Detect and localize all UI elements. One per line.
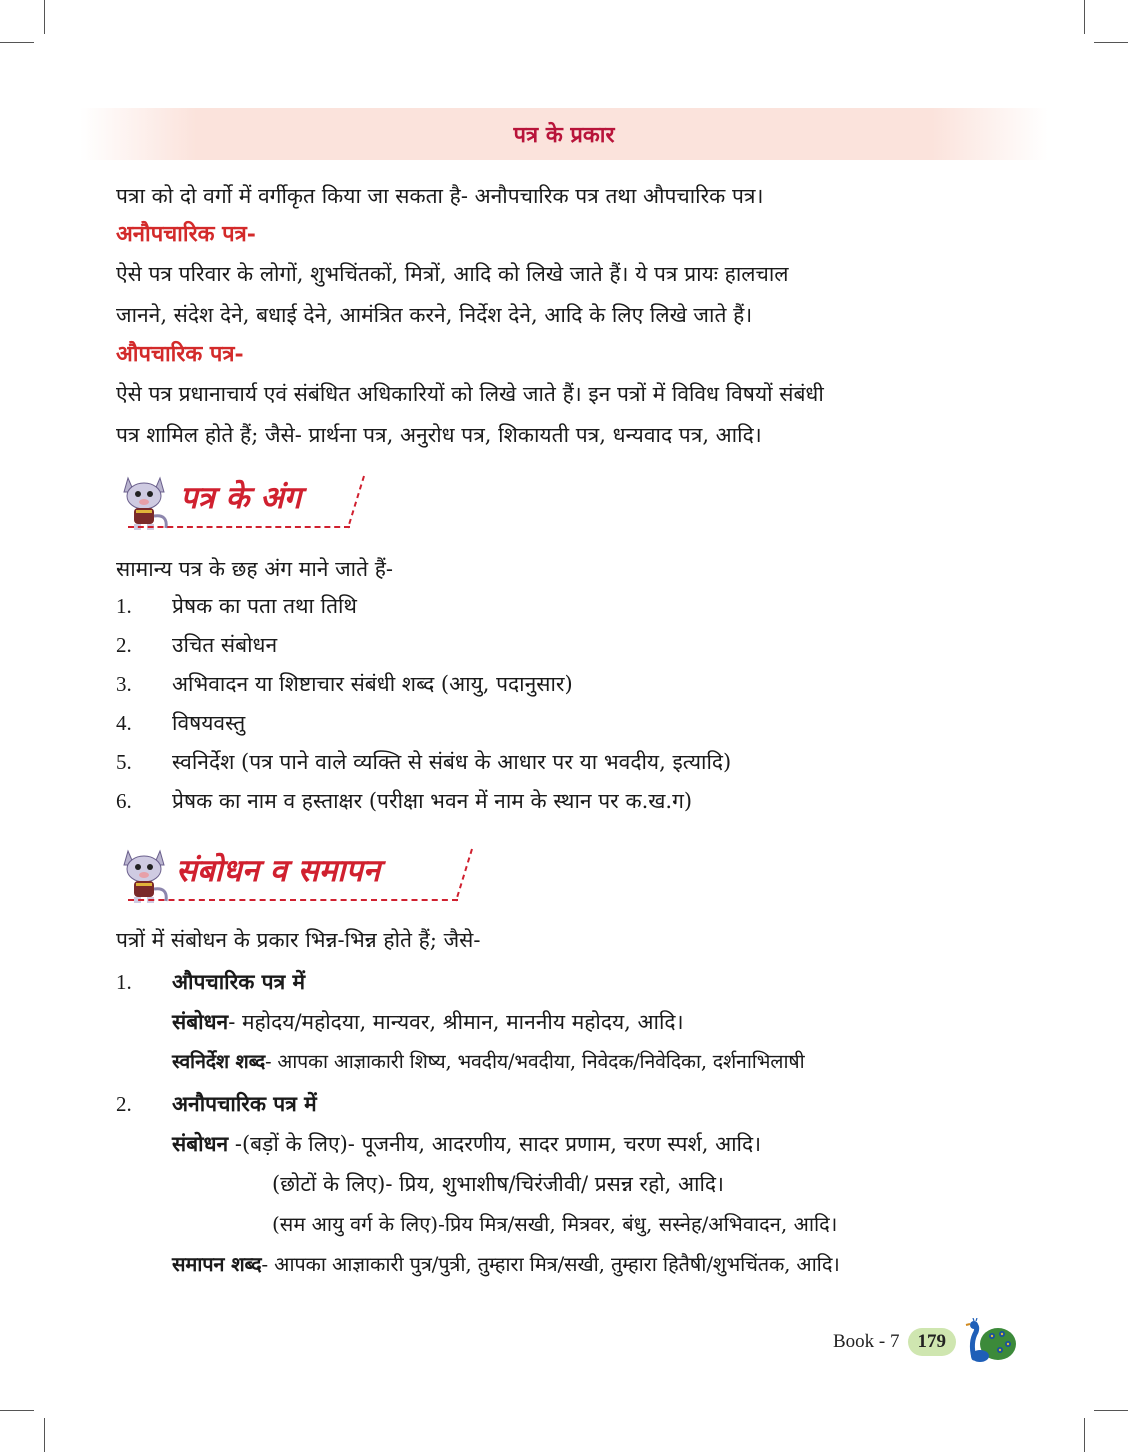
intro-paragraph: पत्रा को दो वर्गो में वर्गीकृत किया जा सकता है- अनौपचारिक पत्र तथा औपचारिक पत्र। (116, 184, 764, 208)
salutation-heading: संबोधन व समापन (176, 853, 381, 889)
informal-letter-item: 2. अनौपचारिक पत्र में (116, 1091, 317, 1116)
salutation-intro: पत्रों में संबोधन के प्रकार भिन्न-भिन्न होते हैं; जैसे- (116, 928, 481, 952)
crop-mark (44, 0, 45, 34)
parts-heading: पत्र के अंग (180, 480, 302, 516)
formal-self-line: स्वनिर्देश शब्द- आपका आज्ञाकारी शिष्य, भवदीय/भवदीया, निवेदक/निवेदिका, दर्शनाभिलाषी (172, 1050, 805, 1073)
closing-words-line: समापन शब्द- आपका आज्ञाकारी पुत्र/पुत्री, तुम्हारा मित्र/सखी, तुम्हारा हितैषी/शुभचिंतक, आदि। (172, 1252, 840, 1276)
crop-mark (44, 1418, 45, 1452)
crop-mark (1084, 1418, 1085, 1452)
formal-heading: औपचारिक पत्र- (116, 341, 244, 367)
page-number: 179 (908, 1328, 957, 1356)
informal-line-1: ऐसे पत्र परिवार के लोगों, शुभचिंतकों, मित्रों, आदि को लिखे जाते हैं। ये पत्र प्रायः हालचाल (116, 262, 789, 286)
list-item: 4. विषयवस्तु (116, 711, 246, 735)
list-item: 1. प्रेषक का पता तथा तिथि (116, 594, 357, 618)
informal-younger-line: (छोटों के लिए)- प्रिय, शुभाशीष/चिरंजीवी/ प्रसन्न रहो, आदि। (272, 1172, 725, 1196)
heading-underline (128, 526, 350, 528)
informal-elders-line: संबोधन -(बड़ों के लिए)- पूजनीय, आदरणीय, सादर प्रणाम, चरण स्पर्श, आदि। (172, 1131, 762, 1156)
informal-heading: अनौपचारिक पत्र- (116, 221, 256, 247)
list-item: 6. प्रेषक का नाम व हस्ताक्षर (परीक्षा भवन में नाम के स्थान पर क.ख.ग) (116, 789, 693, 813)
crop-mark (1094, 42, 1128, 43)
peacock-icon (960, 1318, 1018, 1366)
list-item: 3. अभिवादन या शिष्टाचार संबंधी शब्द (आयु, पदानुसार) (116, 672, 573, 696)
cat-mascot-icon (114, 470, 174, 534)
section-heading-salutation (114, 843, 474, 907)
book-label: Book - 7 (833, 1331, 900, 1352)
heading-underline (128, 899, 458, 901)
informal-line-2: जानने, संदेश देने, बधाई देने, आमंत्रित करने, निर्देश देने, आदि के लिए लिखे जाते हैं। (116, 303, 753, 327)
formal-line-2: पत्र शामिल होते हैं; जैसे- प्रार्थना पत्र, अनुरोध पत्र, शिकायती पत्र, धन्यवाद पत्र, आदि। (116, 423, 762, 447)
formal-line-1: ऐसे पत्र प्रधानाचार्य एवं संबंधित अधिकारियों को लिखे जाते हैं। इन पत्रों में विविध विषयों संबंधी (116, 382, 824, 406)
crop-mark (0, 42, 34, 43)
list-item: 2. उचित संबोधन (116, 633, 278, 657)
formal-letter-item: 1. औपचारिक पत्र में (116, 969, 306, 994)
crop-mark (0, 1410, 34, 1411)
header-banner (80, 108, 1048, 160)
crop-mark (1084, 0, 1085, 34)
formal-address-line: संबोधन- महोदय/महोदया, मान्यवर, श्रीमान, माननीय महोदय, आदि। (172, 1009, 684, 1034)
heading-slash-decoration (452, 847, 476, 905)
heading-slash-decoration (344, 474, 368, 532)
page-title: पत्र के प्रकार (513, 122, 615, 148)
crop-mark (1094, 1410, 1128, 1411)
informal-peers-line: (सम आयु वर्ग के लिए)-प्रिय मित्र/सखी, मित्रवर, बंधु, सस्नेह/अभिवादन, आदि। (272, 1212, 838, 1236)
parts-intro: सामान्य पत्र के छह अंग माने जाते हैं- (116, 557, 394, 581)
cat-mascot-icon (114, 843, 174, 907)
page-footer (833, 1318, 1018, 1366)
list-item: 5. स्वनिर्देश (पत्र पाने वाले व्यक्ति से संबंध के आधार पर या भवदीय, इत्यादि) (116, 750, 732, 774)
section-heading-parts (114, 470, 474, 534)
parts-list (116, 587, 1020, 821)
